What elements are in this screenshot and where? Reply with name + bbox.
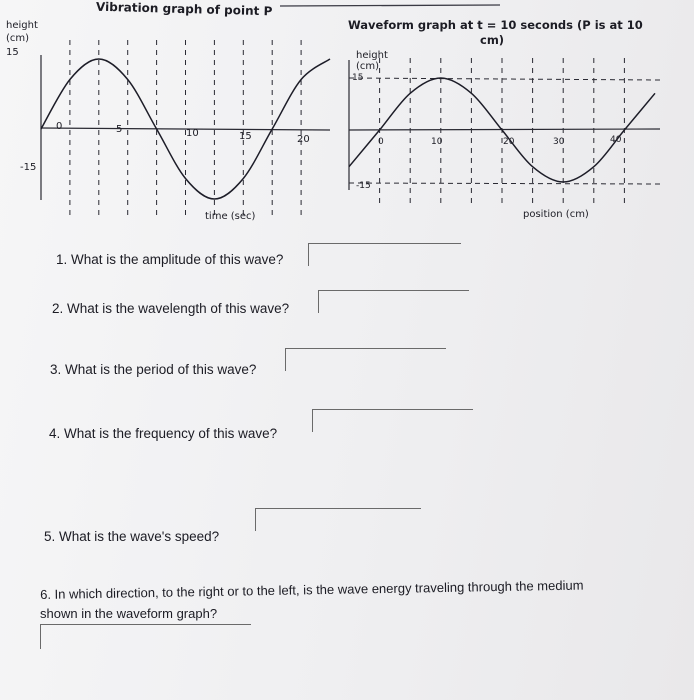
waveform-x-tick-label: 10 [431, 137, 443, 147]
vibration-y-label-line2: (cm) [6, 33, 30, 44]
answer-box-2[interactable] [318, 290, 469, 313]
vibration-x-tick-label: 5 [116, 124, 123, 135]
vibration-origin-label: 0 [56, 121, 63, 132]
question-3: 3. What is the period of this wave? [50, 362, 257, 377]
answer-box-3[interactable] [285, 348, 446, 371]
answer-box-1[interactable] [308, 243, 461, 266]
waveform-y-label-line1: height [356, 50, 388, 61]
vibration-x-axis-label: time (sec) [205, 211, 256, 222]
waveform-y-min-label: -15 [356, 181, 371, 191]
waveform-origin-label: 0 [378, 137, 384, 147]
waveform-x-tick-label: 30 [553, 137, 565, 147]
vibration-y-max-label: 15 [6, 47, 19, 58]
vibration-y-min-label: -15 [20, 162, 37, 173]
waveform-x-tick-label: 40 [610, 135, 622, 145]
question-6-line2: shown in the waveform graph? [40, 606, 218, 621]
question-6-line1: 6. In which direction, to the right or to the left, is the wave energy traveling through the medium [40, 577, 584, 602]
vibration-x-tick-label: 20 [297, 134, 310, 145]
vibration-graph-title: Vibration graph of point P [95, 0, 273, 19]
top-divider-line [280, 5, 500, 6]
vibration-x-tick-label: 10 [186, 128, 199, 139]
question-5: 5. What is the wave's speed? [44, 529, 220, 544]
vibration-x-tick-label: 15 [239, 131, 252, 142]
answer-box-6[interactable] [40, 624, 251, 649]
answer-box-5[interactable] [255, 508, 421, 531]
waveform-bottom-dashed-line [349, 183, 660, 184]
waveform-x-axis-label: position (cm) [523, 209, 589, 220]
waveform-y-label-line2: (cm) [356, 61, 380, 72]
question-4: 4. What is the frequency of this wave? [49, 426, 278, 441]
waveform-x-axis [349, 129, 660, 130]
waveform-graph-title-line1: Waveform graph at t = 10 seconds (P is at 10 [348, 18, 643, 32]
waveform-top-dashed-line [349, 78, 660, 80]
question-2: 2. What is the wavelength of this wave? [52, 301, 290, 316]
waveform-graph-title-line2: cm) [480, 33, 505, 47]
question-1: 1. What is the amplitude of this wave? [56, 252, 284, 267]
waveform-x-tick-label: 20 [503, 137, 515, 147]
vibration-y-label-line1: height [6, 20, 38, 31]
answer-box-4[interactable] [312, 409, 473, 432]
waveform-y-max-label: 15 [352, 73, 364, 83]
